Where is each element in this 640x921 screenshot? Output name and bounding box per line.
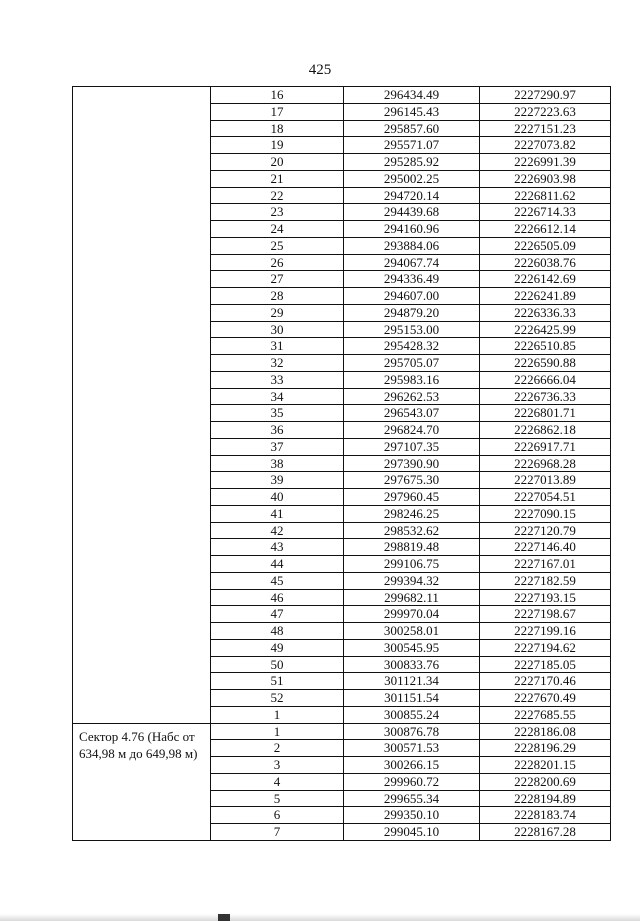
y-coordinate-cell: 2227167.01 [480,556,611,573]
y-coordinate-cell: 2226991.39 [480,154,611,171]
x-coordinate-cell: 296543.07 [344,405,480,422]
page-number: 425 [308,62,332,78]
point-number-cell: 44 [211,556,344,573]
point-number-cell: 50 [211,656,344,673]
x-coordinate-cell: 300833.76 [344,656,480,673]
x-coordinate-cell: 298819.48 [344,539,480,556]
scan-artifact [218,914,230,921]
x-coordinate-cell: 299045.10 [344,824,480,841]
point-number-cell: 16 [211,87,344,104]
point-number-cell: 49 [211,639,344,656]
x-coordinate-cell: 296145.43 [344,103,480,120]
sector-label: Сектор 4.76 (Набс от 634,98 м до 649,98 м) [79,728,198,761]
y-coordinate-cell: 2227073.82 [480,137,611,154]
point-number-cell: 41 [211,505,344,522]
y-coordinate-cell: 2227194.62 [480,639,611,656]
x-coordinate-cell: 294607.00 [344,288,480,305]
point-number-cell: 51 [211,673,344,690]
x-coordinate-cell: 297107.35 [344,438,480,455]
x-coordinate-cell: 298246.25 [344,505,480,522]
y-coordinate-cell: 2227185.05 [480,656,611,673]
x-coordinate-cell: 296824.70 [344,422,480,439]
y-coordinate-cell: 2226590.88 [480,355,611,372]
y-coordinate-cell: 2227685.55 [480,706,611,723]
point-number-cell: 37 [211,438,344,455]
x-coordinate-cell: 300266.15 [344,757,480,774]
x-coordinate-cell: 301121.34 [344,673,480,690]
y-coordinate-cell: 2226336.33 [480,304,611,321]
y-coordinate-cell: 2227199.16 [480,623,611,640]
y-coordinate-cell: 2227054.51 [480,489,611,506]
point-number-cell: 46 [211,589,344,606]
x-coordinate-cell: 299350.10 [344,807,480,824]
y-coordinate-cell: 2227146.40 [480,539,611,556]
scan-bottom-edge [0,914,640,921]
sector-label [73,87,210,91]
y-coordinate-cell: 2226811.62 [480,187,611,204]
x-coordinate-cell: 294067.74 [344,254,480,271]
y-coordinate-cell: 2226510.85 [480,338,611,355]
point-number-cell: 47 [211,606,344,623]
x-coordinate-cell: 296262.53 [344,388,480,405]
point-number-cell: 24 [211,221,344,238]
point-number-cell: 32 [211,355,344,372]
y-coordinate-cell: 2226038.76 [480,254,611,271]
point-number-cell: 7 [211,824,344,841]
y-coordinate-cell: 2226714.33 [480,204,611,221]
y-coordinate-cell: 2228167.28 [480,824,611,841]
point-number-cell: 19 [211,137,344,154]
x-coordinate-cell: 300258.01 [344,623,480,640]
x-coordinate-cell: 300545.95 [344,639,480,656]
x-coordinate-cell: 295705.07 [344,355,480,372]
table-row [73,87,611,104]
coordinates-table [72,86,611,841]
x-coordinate-cell: 297960.45 [344,489,480,506]
point-number-cell: 28 [211,288,344,305]
y-coordinate-cell: 2226862.18 [480,422,611,439]
x-coordinate-cell: 295002.25 [344,170,480,187]
point-number-cell: 3 [211,757,344,774]
point-number-cell: 33 [211,371,344,388]
y-coordinate-cell: 2226801.71 [480,405,611,422]
y-coordinate-cell: 2228194.89 [480,790,611,807]
point-number-cell: 40 [211,489,344,506]
x-coordinate-cell: 298532.62 [344,522,480,539]
y-coordinate-cell: 2226142.69 [480,271,611,288]
point-number-cell: 4 [211,773,344,790]
point-number-cell: 2 [211,740,344,757]
y-coordinate-cell: 2228201.15 [480,757,611,774]
x-coordinate-cell: 300876.78 [344,723,480,740]
y-coordinate-cell: 2227013.89 [480,472,611,489]
point-number-cell: 43 [211,539,344,556]
point-number-cell: 30 [211,321,344,338]
y-coordinate-cell: 2227151.23 [480,120,611,137]
y-coordinate-cell: 2226241.89 [480,288,611,305]
point-number-cell: 42 [211,522,344,539]
sector-cell [73,723,211,840]
y-coordinate-cell: 2227170.46 [480,673,611,690]
x-coordinate-cell: 295571.07 [344,137,480,154]
x-coordinate-cell: 295857.60 [344,120,480,137]
coordinates-table-body [73,87,611,841]
x-coordinate-cell: 299682.11 [344,589,480,606]
x-coordinate-cell: 294336.49 [344,271,480,288]
y-coordinate-cell: 2227290.97 [480,87,611,104]
y-coordinate-cell: 2226505.09 [480,237,611,254]
x-coordinate-cell: 296434.49 [344,87,480,104]
y-coordinate-cell: 2226612.14 [480,221,611,238]
point-number-cell: 21 [211,170,344,187]
x-coordinate-cell: 300571.53 [344,740,480,757]
x-coordinate-cell: 295285.92 [344,154,480,171]
y-coordinate-cell: 2226903.98 [480,170,611,187]
point-number-cell: 18 [211,120,344,137]
point-number-cell: 20 [211,154,344,171]
x-coordinate-cell: 293884.06 [344,237,480,254]
point-number-cell: 22 [211,187,344,204]
x-coordinate-cell: 295153.00 [344,321,480,338]
table-row [73,723,611,740]
y-coordinate-cell: 2228186.08 [480,723,611,740]
x-coordinate-cell: 294160.96 [344,221,480,238]
x-coordinate-cell: 295983.16 [344,371,480,388]
point-number-cell: 52 [211,690,344,707]
point-number-cell: 35 [211,405,344,422]
point-number-cell: 25 [211,237,344,254]
point-number-cell: 1 [211,723,344,740]
y-coordinate-cell: 2226736.33 [480,388,611,405]
point-number-cell: 27 [211,271,344,288]
y-coordinate-cell: 2226917.71 [480,438,611,455]
y-coordinate-cell: 2227090.15 [480,505,611,522]
x-coordinate-cell: 297675.30 [344,472,480,489]
x-coordinate-cell: 295428.32 [344,338,480,355]
point-number-cell: 39 [211,472,344,489]
y-coordinate-cell: 2226968.28 [480,455,611,472]
y-coordinate-cell: 2228183.74 [480,807,611,824]
x-coordinate-cell: 294439.68 [344,204,480,221]
point-number-cell: 31 [211,338,344,355]
x-coordinate-cell: 299960.72 [344,773,480,790]
x-coordinate-cell: 294720.14 [344,187,480,204]
x-coordinate-cell: 301151.54 [344,690,480,707]
x-coordinate-cell: 299970.04 [344,606,480,623]
x-coordinate-cell: 294879.20 [344,304,480,321]
y-coordinate-cell: 2227193.15 [480,589,611,606]
y-coordinate-cell: 2226425.99 [480,321,611,338]
x-coordinate-cell: 299655.34 [344,790,480,807]
point-number-cell: 23 [211,204,344,221]
point-number-cell: 29 [211,304,344,321]
x-coordinate-cell: 299394.32 [344,572,480,589]
point-number-cell: 6 [211,807,344,824]
point-number-cell: 48 [211,623,344,640]
point-number-cell: 5 [211,790,344,807]
point-number-cell: 38 [211,455,344,472]
x-coordinate-cell: 299106.75 [344,556,480,573]
y-coordinate-cell: 2227670.49 [480,690,611,707]
y-coordinate-cell: 2227198.67 [480,606,611,623]
y-coordinate-cell: 2228196.29 [480,740,611,757]
point-number-cell: 26 [211,254,344,271]
y-coordinate-cell: 2227223.63 [480,103,611,120]
x-coordinate-cell: 297390.90 [344,455,480,472]
point-number-cell: 45 [211,572,344,589]
point-number-cell: 34 [211,388,344,405]
sector-cell [73,87,211,724]
point-number-cell: 17 [211,103,344,120]
point-number-cell: 36 [211,422,344,439]
x-coordinate-cell: 300855.24 [344,706,480,723]
y-coordinate-cell: 2226666.04 [480,371,611,388]
y-coordinate-cell: 2227182.59 [480,572,611,589]
y-coordinate-cell: 2227120.79 [480,522,611,539]
point-number-cell: 1 [211,706,344,723]
y-coordinate-cell: 2228200.69 [480,773,611,790]
